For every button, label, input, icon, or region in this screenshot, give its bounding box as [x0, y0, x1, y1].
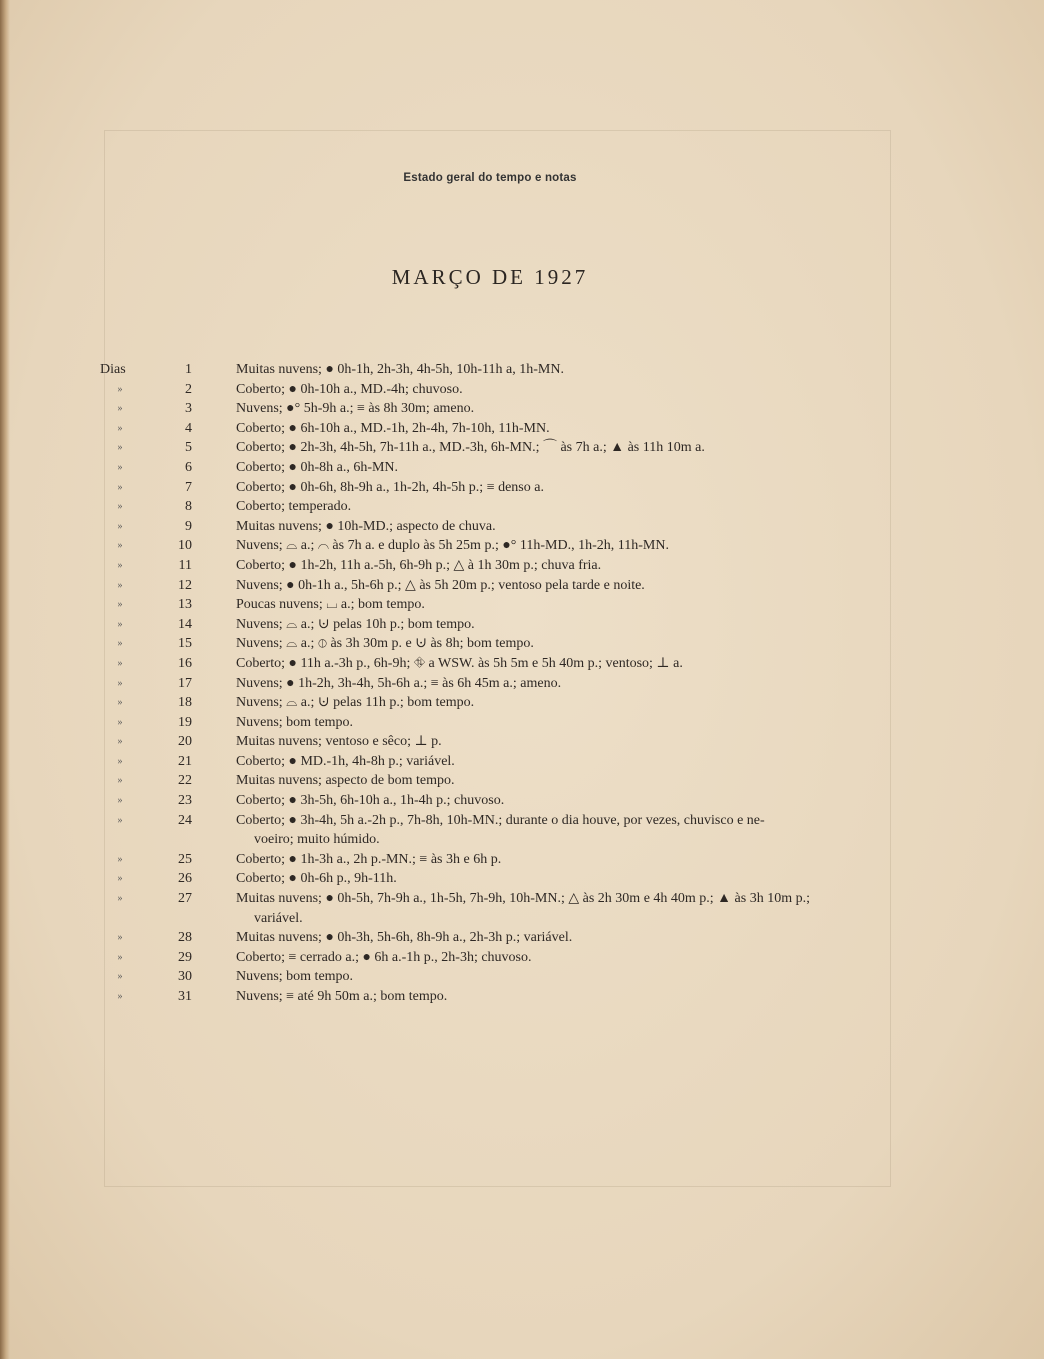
weather-note	[236, 693, 876, 713]
day-number: 13	[178, 597, 192, 613]
day-number: 19	[178, 714, 192, 730]
weather-note	[236, 732, 876, 752]
section-title: Estado geral do tempo e notas	[403, 172, 577, 184]
weather-note	[236, 987, 876, 1007]
weather-note	[236, 967, 876, 987]
weather-note	[236, 399, 876, 419]
weather-notes-list	[0, 360, 1044, 1007]
ditto-mark: »	[117, 755, 123, 767]
list-item	[0, 576, 1044, 596]
ditto-mark: »	[117, 383, 123, 395]
day-number: 29	[178, 949, 192, 965]
day-number: 26	[178, 871, 192, 887]
weather-note-line: Muitas nuvens; ● 0h-5h, 7h-9h a., 1h-5h, 7h-9h, 10h-MN.; △ às 2h 30m e 4h 40m p.; ▲ às 3h 10m p.;	[236, 891, 810, 907]
list-item	[0, 634, 1044, 654]
ditto-mark: »	[117, 893, 123, 905]
weather-note-line: Coberto; ≡ cerrado a.; ● 6h a.-1h p., 2h-3h; chuvoso.	[236, 949, 532, 965]
day-number: 5	[185, 440, 192, 456]
weather-note-line: Coberto; ● 0h-8h a., 6h-MN.	[236, 459, 399, 475]
ditto-mark: »	[117, 559, 123, 571]
day-number: 22	[178, 773, 192, 789]
weather-note-line: Muitas nuvens; aspecto de bom tempo.	[236, 773, 455, 789]
day-number: 18	[178, 695, 192, 711]
weather-note	[236, 654, 876, 674]
day-number: 7	[185, 479, 192, 495]
weather-note	[236, 869, 876, 889]
weather-note-line: Nuvens; bom tempo.	[236, 969, 354, 985]
weather-note-line: Coberto; ● 11h a.-3h p., 6h-9h; ⛗ a WSW. às 5h 5m e 5h 40m p.; ventoso; ⊥ a.	[236, 655, 683, 671]
list-item	[0, 478, 1044, 498]
list-item	[0, 654, 1044, 674]
weather-note	[236, 497, 876, 517]
weather-note-line: Coberto; ● 6h-10h a., MD.-1h, 2h-4h, 7h-10h, 11h-MN.	[236, 420, 550, 436]
weather-note	[236, 811, 876, 850]
ditto-mark: »	[117, 657, 123, 669]
list-item	[0, 380, 1044, 400]
list-item	[0, 889, 1044, 928]
weather-note	[236, 615, 876, 635]
weather-note	[236, 536, 876, 556]
ditto-mark: »	[117, 795, 123, 807]
list-item	[0, 536, 1044, 556]
weather-note-line: Muitas nuvens; ● 0h-3h, 5h-6h, 8h-9h a., 2h-3h p.; variável.	[236, 930, 573, 946]
ditto-mark: »	[117, 853, 123, 865]
list-item	[0, 987, 1044, 1007]
day-number: 9	[185, 518, 192, 534]
weather-note	[236, 634, 876, 654]
weather-note-line: Coberto; ● 3h-5h, 6h-10h a., 1h-4h p.; chuvoso.	[236, 793, 505, 809]
day-number: 14	[178, 616, 192, 632]
list-item	[0, 458, 1044, 478]
list-item	[0, 419, 1044, 439]
weather-note-line: Muitas nuvens; ventoso e sêco; ⊥ p.	[236, 734, 442, 750]
day-number: 16	[178, 655, 192, 671]
day-number: 17	[178, 675, 192, 691]
ditto-mark: »	[117, 422, 123, 434]
ditto-mark: »	[117, 736, 123, 748]
day-number: 10	[178, 538, 192, 554]
weather-note	[236, 889, 876, 928]
list-item	[0, 967, 1044, 987]
list-item	[0, 615, 1044, 635]
ditto-mark: »	[117, 814, 123, 826]
day-number: 28	[178, 930, 192, 946]
weather-note-line: Nuvens; ●° 5h-9h a.; ≡ às 8h 30m; ameno.	[236, 401, 475, 417]
ditto-mark: »	[117, 461, 123, 473]
list-item	[0, 693, 1044, 713]
day-number: 2	[185, 381, 192, 397]
weather-note	[236, 556, 876, 576]
list-item	[0, 771, 1044, 791]
day-number: 11	[178, 557, 192, 573]
weather-note-line: Nuvens; ⌓ a.; ⊍ pelas 10h p.; bom tempo.	[236, 616, 475, 632]
weather-note-line: Coberto; temperado.	[236, 499, 352, 515]
list-item	[0, 438, 1044, 458]
list-item	[0, 732, 1044, 752]
ditto-mark: »	[117, 932, 123, 944]
ditto-mark: »	[117, 638, 123, 650]
day-number: 6	[185, 459, 192, 475]
day-number: 31	[178, 989, 192, 1004]
ditto-mark: »	[117, 971, 123, 983]
weather-note-line: Nuvens; ● 0h-1h a., 5h-6h p.; △ às 5h 20m p.; ventoso pela tarde e noite.	[236, 577, 645, 593]
day-number: 4	[185, 420, 192, 436]
ditto-mark: »	[117, 481, 123, 493]
list-item	[0, 399, 1044, 419]
weather-note-line: Nuvens; ⌓ a.; ⌒ às 7h a. e duplo às 5h 25m p.; ●° 11h-MD., 1h-2h, 11h-MN.	[236, 538, 669, 554]
ditto-mark: »	[117, 599, 123, 611]
ditto-mark: »	[117, 951, 123, 963]
weather-note	[236, 771, 876, 791]
weather-note	[236, 850, 876, 870]
weather-note	[236, 928, 876, 948]
weather-note	[236, 713, 876, 733]
day-number: 3	[185, 401, 192, 417]
ditto-mark: »	[117, 501, 123, 513]
weather-note	[236, 438, 876, 458]
list-item	[0, 869, 1044, 889]
list-item	[0, 497, 1044, 517]
day-number: 21	[178, 753, 192, 769]
day-number: 1	[185, 362, 192, 377]
weather-note	[236, 458, 876, 478]
list-item	[0, 928, 1044, 948]
list-item	[0, 948, 1044, 968]
weather-note-line: Coberto; ● 3h-4h, 5h a.-2h p., 7h-8h, 10h-MN.; durante o dia houve, por vezes, chuvisco e ne-	[236, 812, 765, 828]
weather-note-line: Coberto; ● 2h-3h, 4h-5h, 7h-11h a., MD.-3h, 6h-MN.; ⌒ às 7h a.; ▲ às 11h 10m a.	[236, 440, 705, 456]
day-number: 27	[178, 891, 192, 907]
month-title: MARÇO DE 1927	[391, 265, 589, 289]
ditto-mark: »	[117, 716, 123, 728]
list-item	[0, 595, 1044, 615]
list-item	[0, 811, 1044, 850]
weather-note-line: Nuvens; bom tempo.	[236, 714, 354, 730]
ditto-mark: »	[117, 520, 123, 532]
ditto-mark: »	[117, 579, 123, 591]
list-item	[0, 517, 1044, 537]
weather-note-line: Coberto; ● 1h-2h, 11h a.-5h, 6h-9h p.; △ à 1h 30m p.; chuva fria.	[236, 557, 602, 573]
weather-note	[236, 478, 876, 498]
weather-note	[236, 948, 876, 968]
ditto-mark: »	[117, 540, 123, 552]
weather-note-line: Nuvens; ⌓ a.; ⊍ pelas 11h p.; bom tempo.	[236, 695, 475, 711]
day-number: 12	[178, 577, 192, 593]
ditto-mark: »	[117, 697, 123, 709]
ditto-mark: »	[117, 618, 123, 630]
weather-note-line: Nuvens; ⌓ a.; ⦶ às 3h 30m p. e ⊍ às 8h; bom tempo.	[236, 636, 534, 652]
weather-note-line: Muitas nuvens; ● 10h-MD.; aspecto de chuva.	[236, 518, 496, 534]
weather-note	[236, 380, 876, 400]
ditto-mark: »	[117, 677, 123, 689]
ditto-mark: »	[117, 991, 123, 1002]
weather-note	[236, 595, 876, 615]
day-number: 24	[178, 812, 192, 828]
list-item	[0, 850, 1044, 870]
weather-note-line: Poucas nuvens; ⌴ a.; bom tempo.	[236, 597, 425, 613]
weather-note	[236, 752, 876, 772]
list-item	[0, 713, 1044, 733]
weather-note-line: Nuvens; ● 1h-2h, 3h-4h, 5h-6h a.; ≡ às 6h 45m a.; ameno.	[236, 675, 562, 691]
weather-note-continuation: variável.	[254, 910, 303, 926]
ditto-mark: »	[117, 775, 123, 787]
day-number: 23	[178, 793, 192, 809]
weather-note-line: Coberto; ● 0h-6h p., 9h-11h.	[236, 871, 397, 887]
weather-note-line: Coberto; ● 1h-3h a., 2h p.-MN.; ≡ às 3h e 6h p.	[236, 851, 502, 867]
weather-note	[236, 360, 876, 380]
days-label: Dias	[100, 362, 126, 377]
list-item	[0, 791, 1044, 811]
weather-note	[236, 419, 876, 439]
day-number: 15	[178, 636, 192, 652]
list-item	[0, 674, 1044, 694]
ditto-mark: »	[117, 873, 123, 885]
weather-note-line: Coberto; ● 0h-10h a., MD.-4h; chuvoso.	[236, 381, 463, 397]
weather-note-line: Coberto; ● 0h-6h, 8h-9h a., 1h-2h, 4h-5h p.; ≡ denso a.	[236, 479, 544, 495]
weather-note	[236, 576, 876, 596]
list-item	[0, 360, 1044, 380]
weather-note-line: Muitas nuvens; ● 0h-1h, 2h-3h, 4h-5h, 10h-11h a, 1h-MN.	[236, 362, 564, 377]
list-item	[0, 556, 1044, 576]
weather-note	[236, 791, 876, 811]
ditto-mark: »	[117, 442, 123, 454]
day-number: 20	[178, 734, 192, 750]
weather-note-continuation: voeiro; muito húmido.	[254, 832, 380, 848]
weather-note-line: Coberto; ● MD.-1h, 4h-8h p.; variável.	[236, 753, 455, 769]
day-number: 30	[178, 969, 192, 985]
ditto-mark: »	[117, 403, 123, 415]
weather-note	[236, 674, 876, 694]
day-number: 8	[185, 499, 192, 515]
weather-note	[236, 517, 876, 537]
list-item	[0, 752, 1044, 772]
day-number: 25	[178, 851, 192, 867]
weather-note-line: Nuvens; ≡ até 9h 50m a.; bom tempo.	[236, 989, 448, 1004]
